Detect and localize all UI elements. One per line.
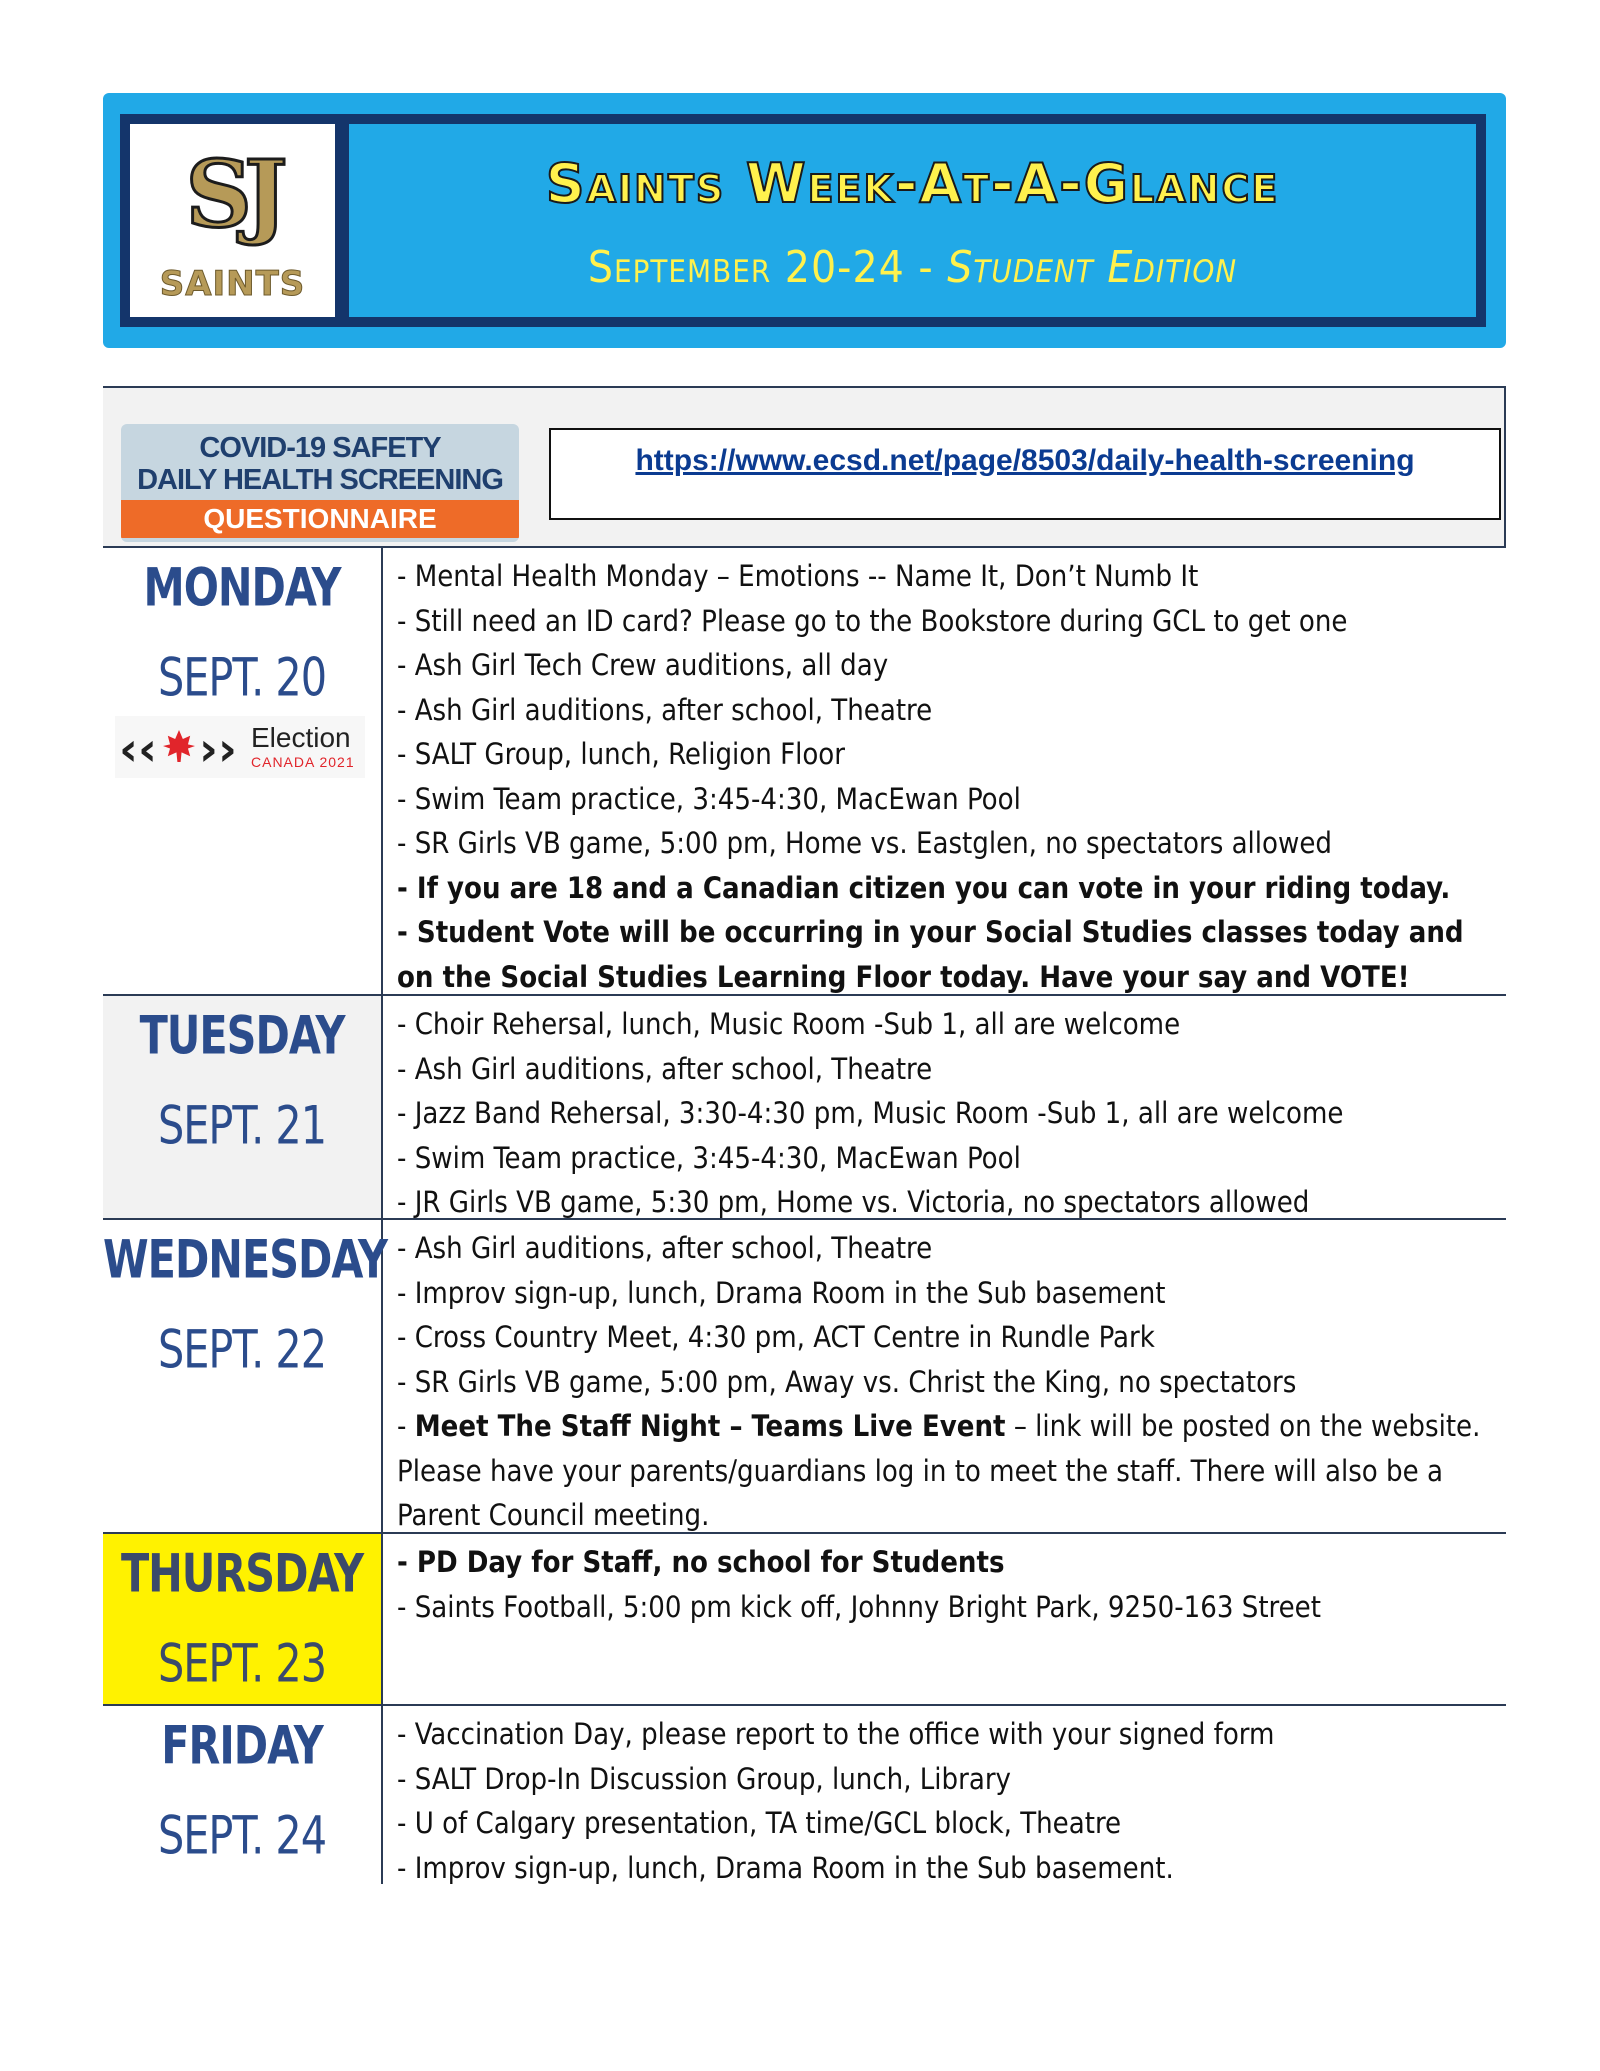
events-friday <box>383 1706 1506 1884</box>
events-monday <box>383 548 1506 994</box>
day-row-thursday <box>103 1532 1506 1704</box>
event-item: - Ash Girl Tech Crew auditions, all day <box>397 648 889 682</box>
event-item: - PD Day for Staff, no school for Students <box>397 1545 1005 1579</box>
title-panel <box>349 124 1476 317</box>
covid-badge-line1: COVID-19 SAFETY <box>199 432 441 464</box>
event-item: - Choir Rehersal, lunch, Music Room -Sub 1, all are welcome <box>397 1007 1181 1041</box>
event-item: - Still need an ID card? Please go to the Bookstore during GCL to get one <box>397 603 1348 638</box>
chevron-right-icon: ›› <box>199 722 237 776</box>
banner-frame <box>120 114 1486 327</box>
maple-leaf-icon <box>163 730 195 762</box>
event-item: - Jazz Band Rehersal, 3:30-4:30 pm, Music Room -Sub 1, all are welcome <box>397 1096 1344 1130</box>
day-label-monday <box>103 548 383 994</box>
election-word: Election <box>251 722 351 753</box>
event-item: - Cross Country Meet, 4:30 pm, ACT Centre in Rundle Park <box>397 1320 1155 1354</box>
weekly-schedule <box>103 546 1506 1884</box>
page-title: Saints Week-At-A-Glance <box>545 152 1280 215</box>
event-item: - Meet The Staff Night – Teams Live Event – link will be posted on the website. Please have your parents/guardians log in to meet the staff. There will also be a Parent Council meeting. <box>397 1409 1481 1532</box>
covid-badge-band: QUESTIONNAIRE <box>121 500 519 538</box>
day-label-thursday <box>103 1534 383 1704</box>
covid-badge-line2: DAILY HEALTH SCREENING <box>137 464 503 496</box>
event-item: - SR Girls VB game, 5:00 pm, Home vs. Eastglen, no spectators allowed <box>397 826 1332 860</box>
chevron-left-icon: ‹‹ <box>119 722 157 776</box>
day-row-monday <box>103 546 1506 994</box>
election-sub: CANADA 2021 <box>251 754 355 770</box>
event-item: - Swim Team practice, 3:45-4:30, MacEwan Pool <box>397 781 1021 816</box>
event-item: - JR Girls VB game, 5:30 pm, Home vs. Victoria, no spectators allowed <box>397 1185 1310 1219</box>
subtitle-edition: Student Edition <box>947 242 1238 293</box>
logo-letters: SJ <box>185 140 280 248</box>
event-item: - Vaccination Day, please report to the office with your signed form <box>397 1717 1275 1751</box>
event-item: - Improv sign-up, lunch, Drama Room in the Sub basement <box>397 1275 1166 1310</box>
day-date: SEPT. 22 <box>157 1317 327 1381</box>
day-name: TUESDAY <box>139 1003 345 1067</box>
event-item: - Ash Girl auditions, after school, Theatre <box>397 1051 933 1086</box>
event-item: - SR Girls VB game, 5:00 pm, Away vs. Christ the King, no spectators <box>397 1364 1297 1399</box>
day-row-wednesday <box>103 1218 1506 1532</box>
event-item: - Swim Team practice, 3:45-4:30, MacEwan Pool <box>397 1140 1021 1175</box>
event-item: - Saints Football, 5:00 pm kick off, Johnny Bright Park, 9250-163 Street <box>397 1589 1321 1624</box>
covid-screening-badge <box>121 424 519 542</box>
election-canada-logo <box>115 716 365 778</box>
event-item: - Improv sign-up, lunch, Drama Room in the Sub basement. <box>397 1850 1174 1885</box>
day-label-friday <box>103 1706 383 1884</box>
day-date: SEPT. 20 <box>157 645 327 709</box>
day-name: THURSDAY <box>120 1541 364 1605</box>
events-thursday <box>383 1534 1506 1704</box>
day-label-tuesday <box>103 996 383 1218</box>
day-date: SEPT. 21 <box>157 1093 327 1157</box>
event-rest: – link will be posted on the website. Please have your parents/guardians log in to meet the staff. There will also be a Parent Council meeting. <box>397 1409 1481 1532</box>
day-label-wednesday <box>103 1220 387 1532</box>
event-item: - Student Vote will be occurring in your Social Studies classes today and on the Social Studies Learning Floor today. Have your say and VOTE! <box>397 915 1464 994</box>
subtitle-dates: September 20-24 - <box>587 242 948 293</box>
event-item: - U of Calgary presentation, TA time/GCL block, Theatre <box>397 1806 1122 1840</box>
event-item: - Ash Girl auditions, after school, Theatre <box>397 1231 933 1265</box>
day-date: SEPT. 23 <box>157 1631 327 1695</box>
events-tuesday <box>383 996 1506 1218</box>
day-name: FRIDAY <box>161 1713 323 1777</box>
day-row-tuesday <box>103 994 1506 1218</box>
day-date: SEPT. 24 <box>157 1803 327 1867</box>
page-subtitle <box>349 242 1476 293</box>
logo-word: SAINTS <box>159 264 306 304</box>
event-item: - If you are 18 and a Canadian citizen you can vote in your riding today. <box>397 870 1451 905</box>
event-item: - SALT Drop-In Discussion Group, lunch, Library <box>397 1761 1011 1796</box>
event-item: - SALT Group, lunch, Religion Floor <box>397 737 845 771</box>
event-item: - Ash Girl auditions, after school, Theatre <box>397 692 933 727</box>
covid-screening-row <box>103 386 1506 546</box>
screening-link[interactable]: https://www.ecsd.net/page/8503/daily-health-screening <box>635 444 1415 477</box>
day-name: WEDNESDAY <box>103 1227 387 1291</box>
day-name: MONDAY <box>143 555 341 619</box>
event-item: - Mental Health Monday – Emotions -- Name It, Don’t Numb It <box>397 559 1199 593</box>
day-row-friday <box>103 1704 1506 1884</box>
screening-link-box <box>549 428 1501 520</box>
event-bold: Meet The Staff Night – Teams Live Event <box>414 1409 1006 1443</box>
events-wednesday <box>383 1220 1506 1532</box>
header-banner <box>103 93 1506 348</box>
saints-logo <box>130 124 335 317</box>
